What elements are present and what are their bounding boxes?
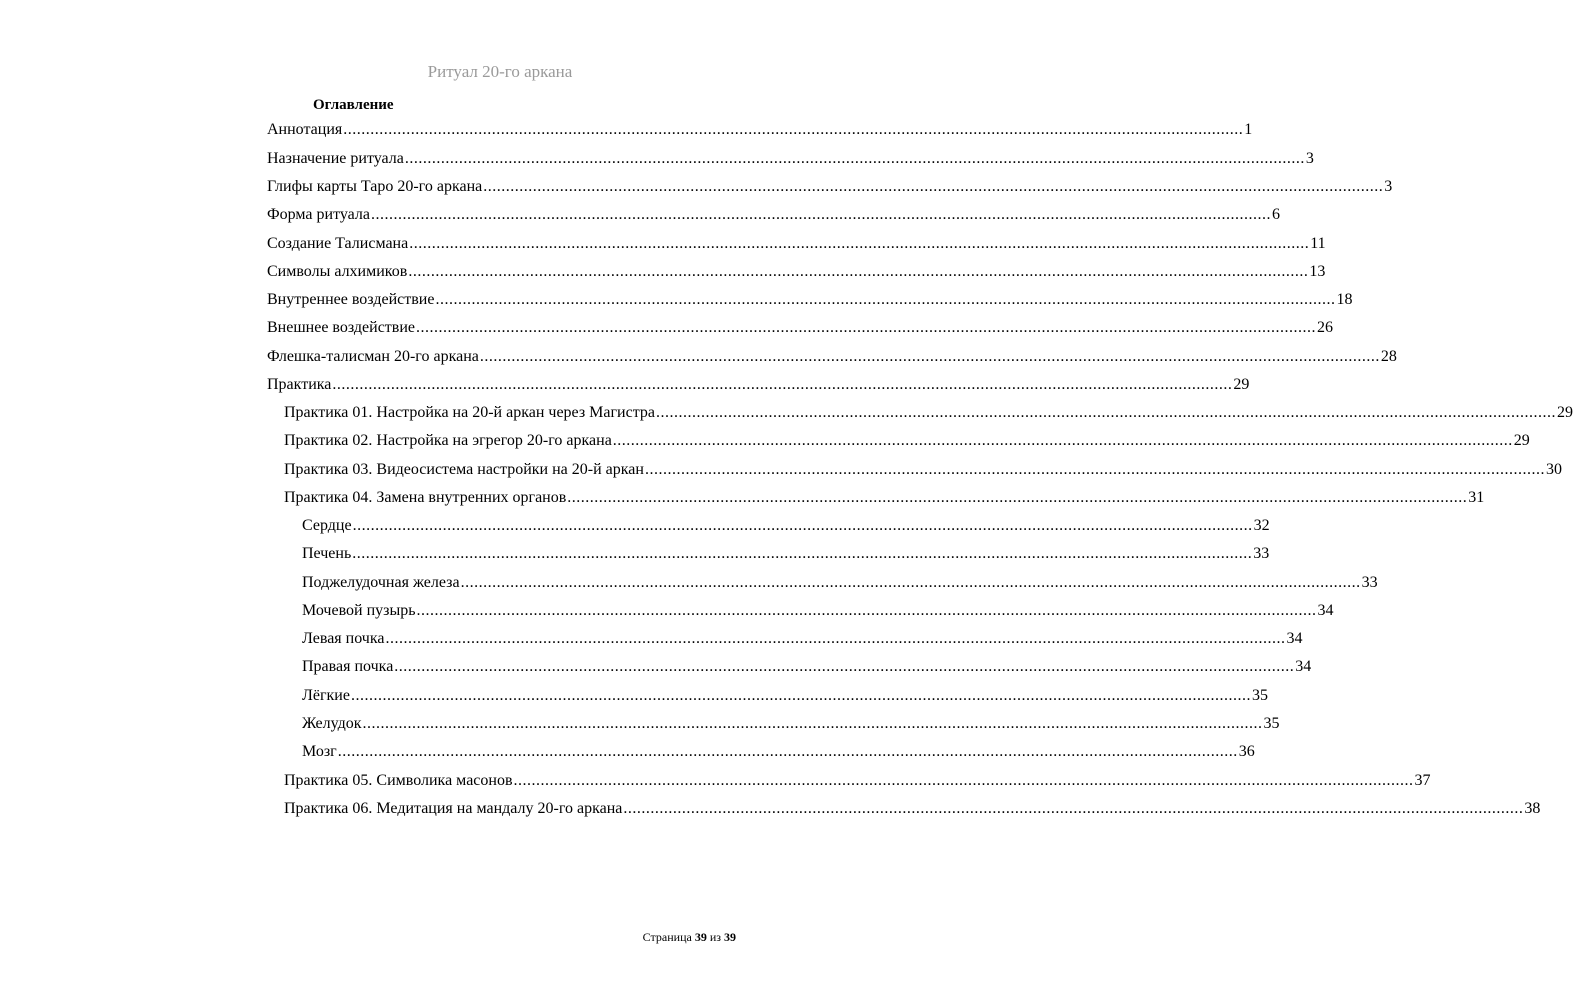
toc-entry-lungs[interactable] — [302, 682, 1268, 706]
toc-entry-page: 3 — [1305, 150, 1314, 167]
toc-leader-dots: ........................................................................................................................................................................................................ — [362, 715, 1263, 732]
toc-entry-title: Лёгкие — [302, 687, 350, 704]
toc-entry-page: 29 — [1513, 432, 1530, 449]
toc-entry-practice[interactable] — [267, 371, 1250, 395]
toc-entry-page: 32 — [1253, 517, 1270, 534]
toc-entry-liver[interactable] — [302, 540, 1270, 564]
toc-entry-title: Поджелудочная железа — [302, 574, 460, 591]
toc-entry-talisman-creation[interactable] — [267, 230, 1326, 254]
toc-entry-ritual-form[interactable] — [267, 201, 1280, 225]
toc-leader-dots: ........................................................................................................................................................................................................ — [352, 517, 1253, 534]
toc-entry-title: Сердце — [302, 517, 352, 534]
toc-entry-page: 11 — [1310, 235, 1326, 252]
toc-entry-title: Правая почка — [302, 658, 394, 675]
toc-leader-dots: ........................................................................................................................................................................................................ — [404, 150, 1305, 167]
toc-entry-page: 18 — [1336, 291, 1353, 308]
toc-entry-title: Форма ритуала — [267, 206, 370, 223]
toc-entry-practice-05[interactable] — [284, 767, 1431, 791]
toc-entry-page: 6 — [1271, 206, 1280, 223]
page-footer — [643, 929, 736, 945]
toc-entry-practice-02[interactable] — [284, 427, 1530, 451]
toc-leader-dots: ........................................................................................................................................................................................................ — [394, 658, 1295, 675]
toc-entry-title: Желудок — [302, 715, 362, 732]
toc-entry-practice-03[interactable] — [284, 456, 1562, 480]
toc-leader-dots: ........................................................................................................................................................................................................ — [483, 178, 1384, 195]
toc-entry-page: 26 — [1317, 319, 1334, 336]
toc-entry-page: 34 — [1317, 602, 1334, 619]
toc-entry-page: 29 — [1557, 404, 1573, 421]
toc-leader-dots: ........................................................................................................................................................................................................ — [479, 348, 1380, 365]
toc-leader-dots: ........................................................................................................................................................................................................ — [408, 263, 1309, 280]
toc-entry-title: Практика 04. Замена внутренних органов — [284, 489, 567, 506]
toc-entry-page: 31 — [1468, 489, 1485, 506]
toc-entry-title: Практика 03. Видеосистема настройки на 20-й аркан — [284, 461, 644, 478]
toc-leader-dots: ........................................................................................................................................................................................................ — [656, 404, 1557, 421]
toc-leader-dots: ........................................................................................................................................................................................................ — [350, 687, 1251, 704]
footer-of-label: из — [709, 930, 721, 944]
toc-entry-stomach[interactable] — [302, 710, 1280, 734]
toc-entry-title: Мозг — [302, 743, 337, 760]
toc-leader-dots: ........................................................................................................................................................................................................ — [513, 772, 1414, 789]
toc-leader-dots: ........................................................................................................................................................................................................ — [623, 800, 1524, 817]
toc-entry-right-kidney[interactable] — [302, 653, 1312, 677]
toc-leader-dots: ........................................................................................................................................................................................................ — [370, 206, 1271, 223]
toc-entry-external-impact[interactable] — [267, 314, 1334, 338]
toc-entry-practice-04[interactable] — [284, 484, 1485, 508]
toc-entry-brain[interactable] — [302, 738, 1255, 762]
toc-entry-page: 30 — [1545, 461, 1562, 478]
toc-leader-dots: ........................................................................................................................................................................................................ — [435, 291, 1336, 308]
toc-entry-page: 34 — [1286, 630, 1303, 647]
toc-entry-heart[interactable] — [302, 512, 1270, 536]
toc-leader-dots: ........................................................................................................................................................................................................ — [416, 319, 1317, 336]
toc-leader-dots: ........................................................................................................................................................................................................ — [337, 743, 1238, 760]
toc-entry-title: Символы алхимиков — [267, 263, 408, 280]
toc-entry-title: Флешка-талисман 20-го аркана — [267, 348, 479, 365]
toc-leader-dots: ........................................................................................................................................................................................................ — [416, 602, 1317, 619]
toc-leader-dots: ........................................................................................................................................................................................................ — [409, 235, 1310, 252]
toc-entry-practice-06[interactable] — [284, 795, 1541, 819]
toc-entry-page: 3 — [1384, 178, 1393, 195]
toc-entry-page: 29 — [1233, 376, 1250, 393]
toc-leader-dots: ........................................................................................................................................................................................................ — [612, 432, 1513, 449]
toc-entry-bladder[interactable] — [302, 597, 1334, 621]
toc-entry-page: 36 — [1238, 743, 1255, 760]
footer-total-pages: 39 — [724, 930, 736, 944]
toc-leader-dots: ........................................................................................................................................................................................................ — [343, 121, 1244, 138]
toc-entry-title: Левая почка — [302, 630, 385, 647]
toc-leader-dots: ........................................................................................................................................................................................................ — [644, 461, 1545, 478]
toc-entry-ritual-purpose[interactable] — [267, 145, 1314, 169]
toc-entry-annotation[interactable] — [267, 116, 1253, 140]
toc-entry-page: 37 — [1414, 772, 1431, 789]
toc-entry-page: 35 — [1263, 715, 1280, 732]
toc-entry-page: 34 — [1295, 658, 1312, 675]
toc-entry-title: Аннотация — [267, 121, 343, 138]
toc-leader-dots: ........................................................................................................................................................................................................ — [460, 574, 1361, 591]
toc-entry-title: Практика 05. Символика масонов — [284, 772, 513, 789]
footer-current-page: 39 — [694, 930, 707, 944]
toc-entry-page: 28 — [1380, 348, 1397, 365]
toc-entry-flash-talisman[interactable] — [267, 343, 1397, 367]
toc-entry-title: Назначение ритуала — [267, 150, 404, 167]
toc-entry-internal-impact[interactable] — [267, 286, 1353, 310]
toc-entry-alchemist-symbols[interactable] — [267, 258, 1326, 282]
toc-entry-title: Глифы карты Таро 20-го аркана — [267, 178, 483, 195]
toc-entry-title: Практика 02. Настройка на эгрегор 20-го аркана — [284, 432, 612, 449]
toc-heading: Оглавление — [313, 97, 394, 113]
toc-entry-title: Мочевой пузырь — [302, 602, 416, 619]
toc-entry-page: 13 — [1309, 263, 1326, 280]
toc-entry-page: 33 — [1253, 545, 1270, 562]
toc-entry-title: Практика 01. Настройка на 20-й аркан через Магистра — [284, 404, 656, 421]
toc-leader-dots: ........................................................................................................................................................................................................ — [385, 630, 1286, 647]
footer-page-label: Страница — [642, 930, 692, 944]
toc-entry-title: Создание Талисмана — [267, 235, 409, 252]
toc-entry-page: 38 — [1524, 800, 1541, 817]
toc-entry-title: Практика — [267, 376, 332, 393]
document-header-title: Ритуал 20-го аркана — [427, 62, 573, 81]
toc-leader-dots: ........................................................................................................................................................................................................ — [352, 545, 1253, 562]
toc-entry-title: Практика 06. Медитация на мандалу 20-го аркана — [284, 800, 623, 817]
toc-entry-left-kidney[interactable] — [302, 625, 1303, 649]
toc-entry-page: 35 — [1251, 687, 1268, 704]
toc-leader-dots: ........................................................................................................................................................................................................ — [567, 489, 1468, 506]
toc-entry-tarot-glyphs[interactable] — [267, 173, 1393, 197]
toc-entry-title: Внутреннее воздействие — [267, 291, 435, 308]
toc-entry-page: 33 — [1361, 574, 1378, 591]
toc-entry-pancreas[interactable] — [302, 569, 1378, 593]
toc-entry-page: 1 — [1244, 121, 1253, 138]
toc-entry-title: Внешнее воздействие — [267, 319, 416, 336]
toc-leader-dots: ........................................................................................................................................................................................................ — [332, 376, 1233, 393]
toc-entry-practice-01[interactable] — [284, 399, 1573, 423]
toc-entry-title: Печень — [302, 545, 352, 562]
